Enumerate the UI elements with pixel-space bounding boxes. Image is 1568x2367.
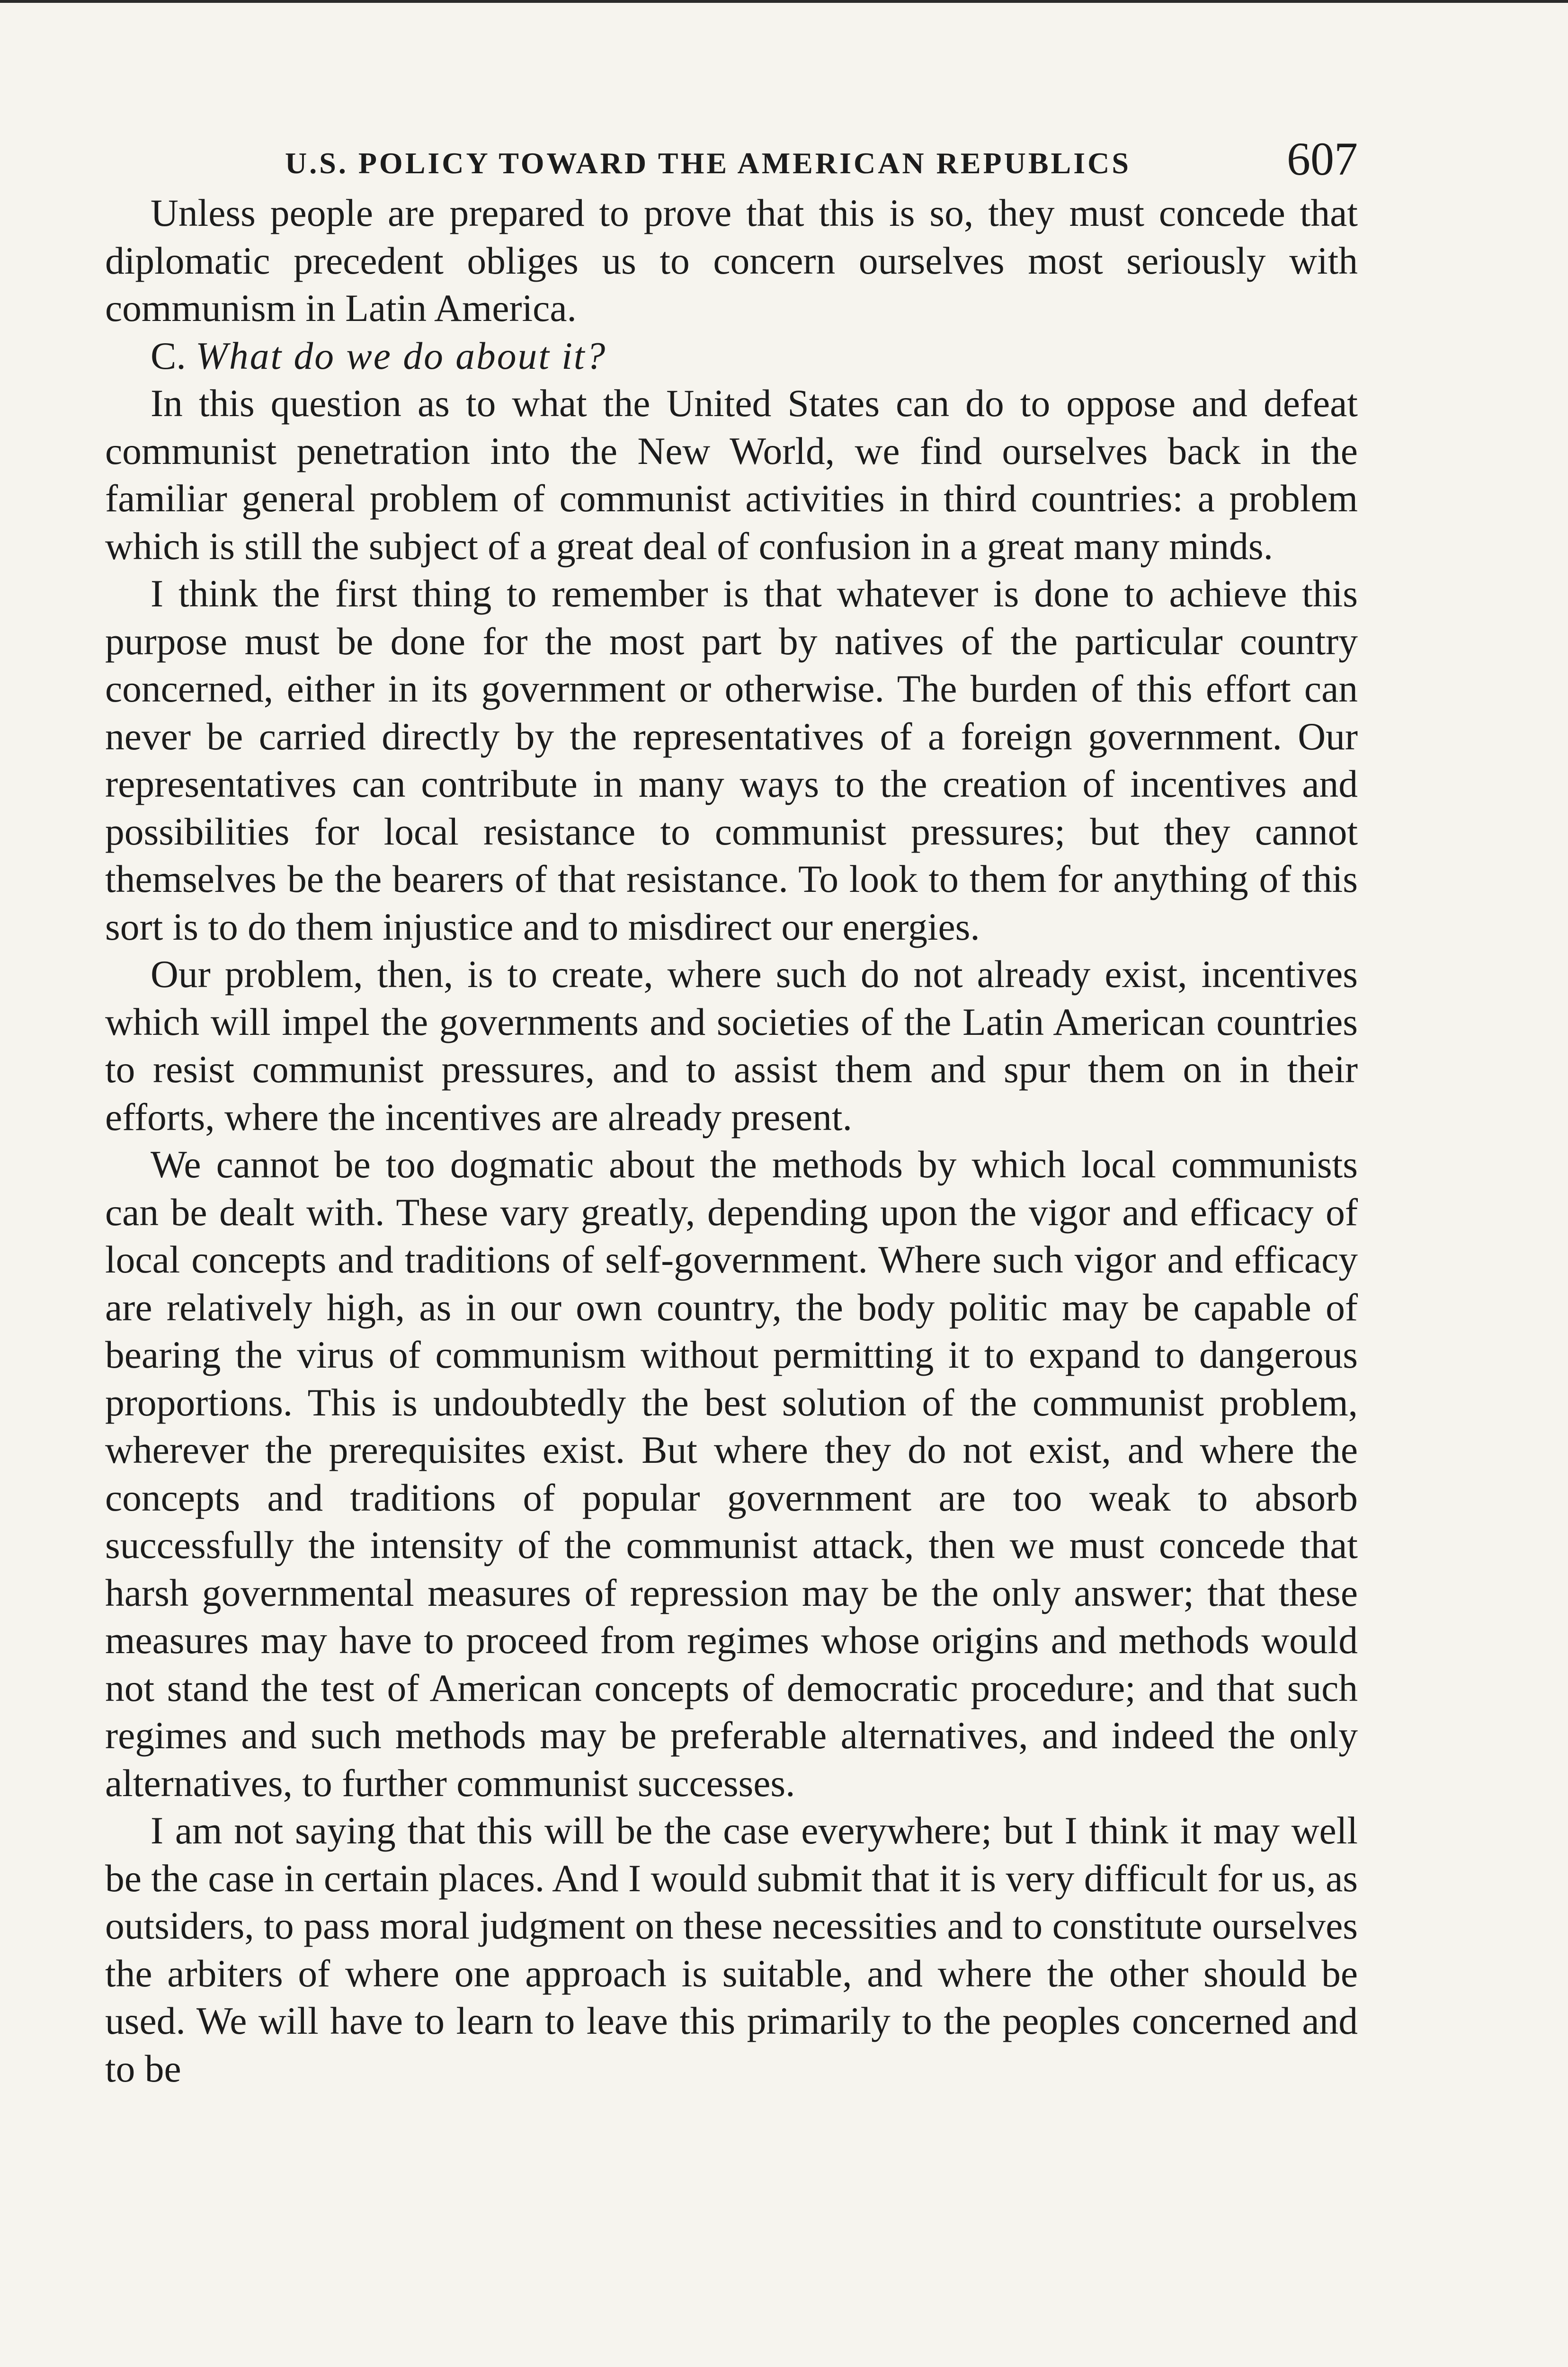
paragraph-6: I am not saying that this will be the case everywhere; but I think it may well be the case in certain places. And I would submit that it is very difficult for us, as outsiders, to pass moral judgment on these necessities and to constitute ourselves the arbiters of where one approach is suitable, and where the other should be used. We will have to learn to leave this primarily to the peoples concerned and to be: [105, 1809, 1358, 2090]
paragraph-3: I think the first thing to remember is that whatever is done to achieve this purpose must be done for the most part by natives of the particular country concerned, either in its government or otherwise. The burden of this effort can never be carried directly by the representatives of a foreign government. Our representatives can contribute in many ways to the creation of incentives and possibilities for local resistance to communist pressures; but they cannot themselves be the bearers of that resistance. To look to them for anything of this sort is to do them injustice and to misdirect our energies.: [105, 572, 1358, 948]
section-heading-text: What do we do about it?: [196, 334, 607, 377]
paragraph-4: Our problem, then, is to create, where such do not already exist, incentives which will impel the governments and societies of the Latin American countries to resist communist pressures, and to assist them and spur them on in their efforts, where the incentives are already present.: [105, 952, 1358, 1139]
paragraph-1: Unless people are prepared to prove that this is so, they must concede that diplomatic precedent obliges us to concern ourselves most seriously with communism in Latin America.: [105, 191, 1358, 329]
body-text: [105, 189, 1358, 2092]
top-edge-rule: [0, 0, 1568, 3]
section-heading: [105, 332, 1358, 380]
running-head: [105, 128, 1358, 189]
paragraph-5: We cannot be too dogmatic about the methods by which local communists can be dealt with. These vary greatly, depending upon the vigor and efficacy of local concepts and traditions of self-government. Where such vigor and efficacy are relatively high, as in our own country, the body politic may be capable of bearing the virus of communism without permitting it to expand to dangerous proportions. This is undoubtedly the best solution of the communist problem, wherever the prerequisites exist. But where they do not exist, and where the concepts and traditions of popular government are too weak to absorb successfully the intensity of the communist attack, then we must concede that harsh governmental measures of repression may be the only answer; that these measures may have to proceed from regimes whose origins and methods would not stand the test of American concepts of democratic procedure; and that such regimes and such methods may be preferable alternatives, and indeed the only alternatives, to further communist successes.: [105, 1143, 1358, 1805]
section-heading-label: C.: [151, 334, 186, 377]
running-title: U.S. POLICY TOWARD THE AMERICAN REPUBLICS: [285, 146, 1131, 180]
paragraph-2: In this question as to what the United States can do to oppose and defeat communist penetration into the New World, we find ourselves back in the familiar general problem of communist activities in third countries: a problem which is still the subject of a great deal of confusion in a great many minds.: [105, 382, 1358, 568]
page-number: 607: [1287, 133, 1358, 185]
book-page: [105, 128, 1358, 2092]
